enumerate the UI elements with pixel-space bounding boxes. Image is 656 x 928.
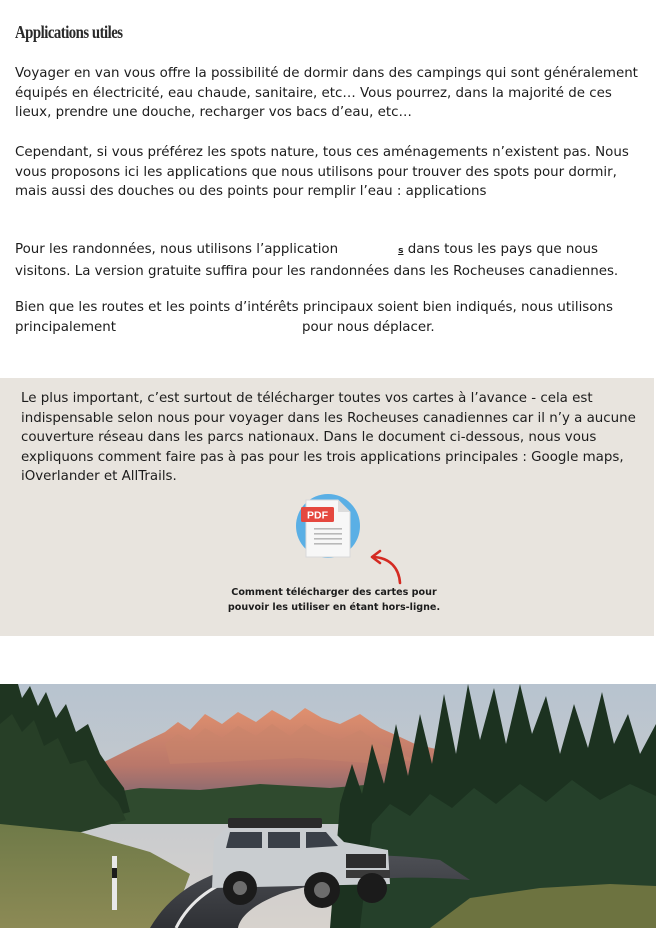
caption-line-1: Comment télécharger des cartes pour	[231, 587, 437, 598]
hiking-text-end: dans tous les pays que nous visitons. La version gratuite suffira pour les randonnées dans les Rocheuses canadiennes.	[15, 242, 619, 279]
hiking-paragraph	[15, 240, 645, 281]
mountain-road-jeep-photo	[0, 684, 656, 928]
mountain-road-photo	[0, 684, 656, 928]
navigation-text-end: pour nous déplacer.	[301, 319, 435, 335]
hiking-text-start: Pour les randonnées, nous utilisons l’application	[15, 242, 339, 257]
nature-spots-paragraph: Cependant, si vous préférez les spots nature, tous ces aménagements n’existent pas. Nous vous proposons ici les applications que nous utilisons pour trouver des spots pour dormir, mais aussi des douches ou des points pour remplir l’eau : applications	[15, 145, 629, 200]
caption-line-2: pouvoir les utiliser en étant hors-ligne.	[227, 601, 441, 613]
intro-paragraph: Voyager en van vous offre la possibilité de dormir dans des campings qui sont généralement équipés en électricité, eau chaude, sanitaire, etc… Vous pourrez, dans la majorité de ces lieux, prendre une douche, recharger vos bacs d’eau, etc…	[15, 66, 638, 121]
pdf-file-icon	[296, 494, 360, 558]
pdf-caption	[200, 586, 468, 615]
callout-text: Le plus important, c’est surtout de télécharger toutes vos cartes à l’avance - cela est indispensable selon nous pour voyager dans les Rocheuses canadiennes car il n’y a aucune couverture réseau dans les parcs nationaux. Dans le document ci-dessous, nous vous expliquons comment faire pas à pas pour les trois applications principales : Google maps, iOverlander et AllTrails.	[21, 391, 636, 485]
hiking-app-link[interactable]: s	[398, 246, 404, 256]
navigation-text-start: Bien que les routes et les points d’intérêts principaux soient bien indiqués, nous utilisons principalement	[15, 300, 613, 335]
arrow-pointer-icon	[366, 546, 406, 586]
navigation-paragraph	[15, 298, 645, 337]
pdf-download-button[interactable]	[296, 494, 360, 558]
offline-maps-callout	[0, 378, 654, 636]
page-title: Applications utiles	[15, 22, 123, 42]
pdf-badge-label: PDF	[307, 509, 328, 522]
